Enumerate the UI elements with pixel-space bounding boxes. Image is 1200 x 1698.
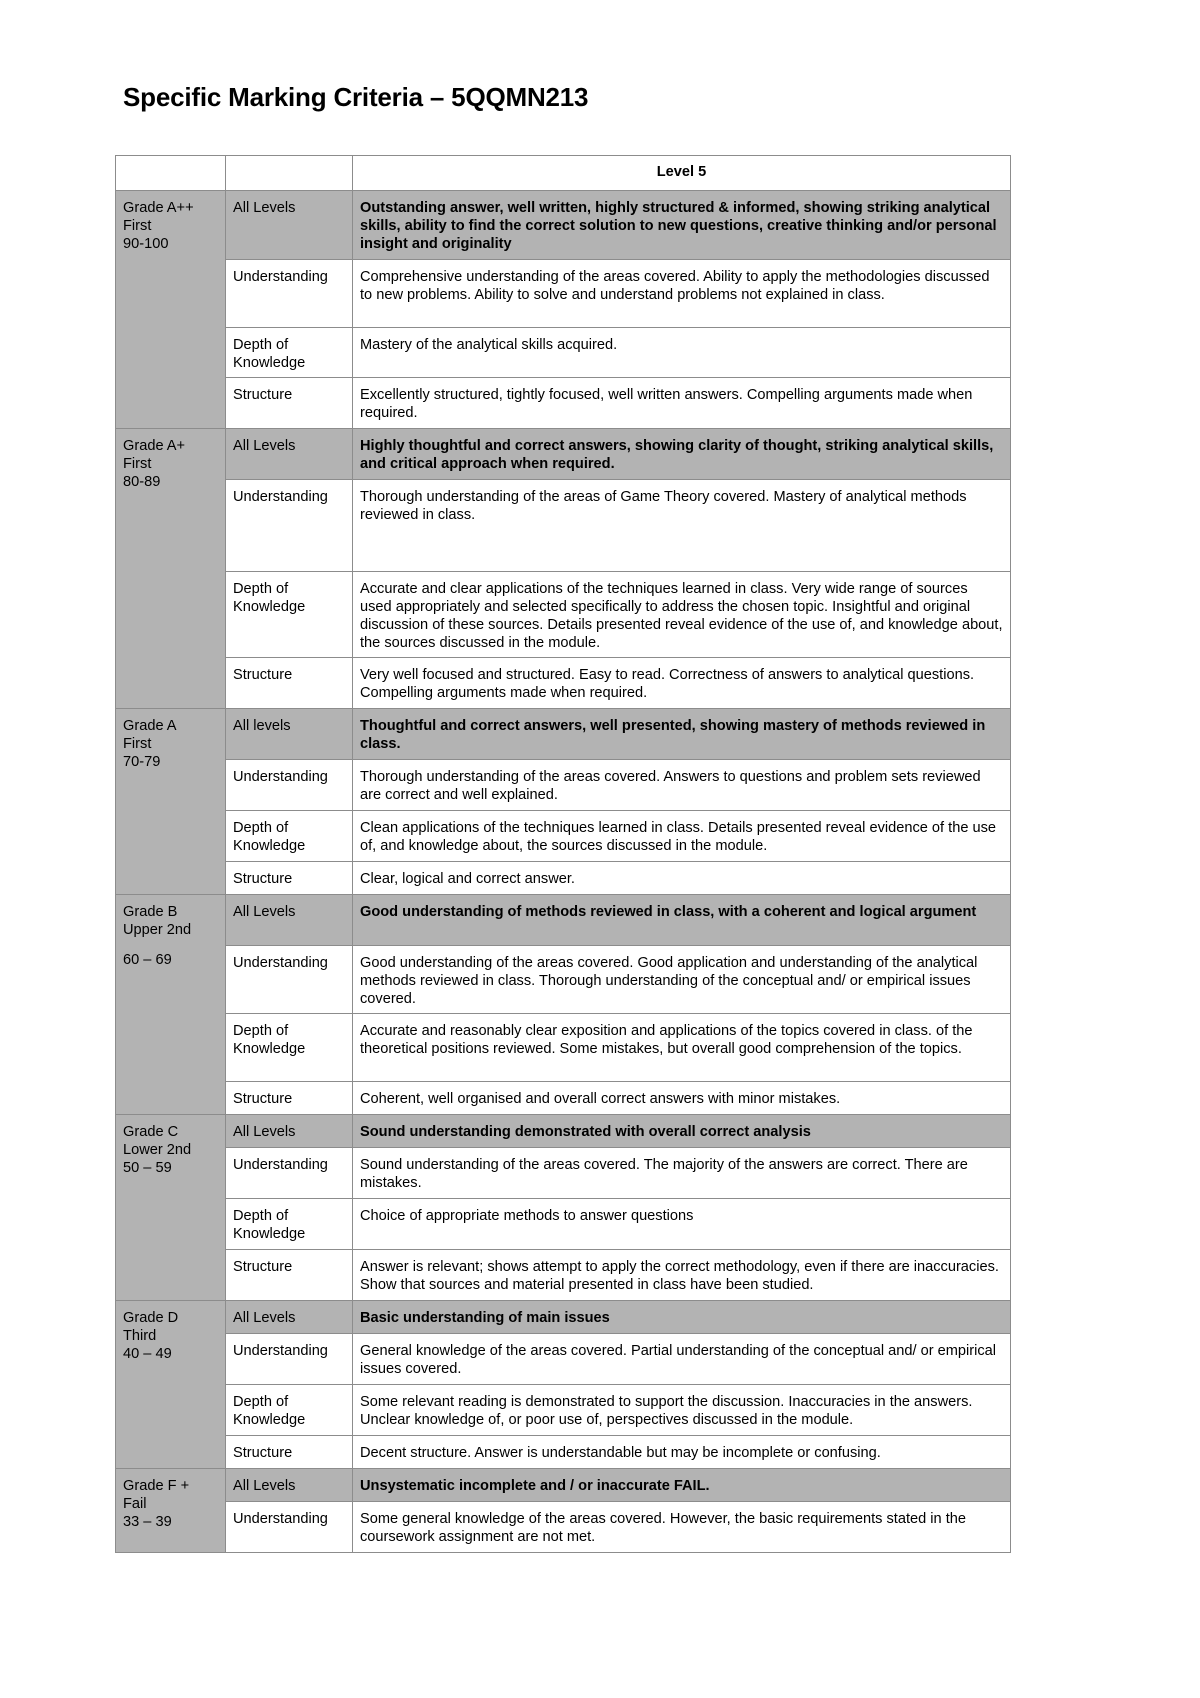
criteria-row <box>116 1250 1011 1301</box>
criteria-description: Excellently structured, tightly focused, well written answers. Compelling arguments made when required. <box>353 378 1011 429</box>
aspect-label: All Levels <box>226 1115 353 1148</box>
criteria-description: Accurate and reasonably clear exposition and applications of the topics covered in class. of the theoretical positions reviewed. Some mistakes, but overall good comprehension of the topics. <box>353 1014 1011 1082</box>
criteria-row <box>116 260 1011 328</box>
aspect-label: Understanding <box>226 260 353 328</box>
grade-name: Grade A+ <box>123 438 186 454</box>
aspect-label: All levels <box>226 709 353 760</box>
grade-cell <box>116 1301 226 1469</box>
aspect-label: Understanding <box>226 1148 353 1199</box>
criteria-description: Comprehensive understanding of the areas covered. Ability to apply the methodologies discussed to new problems. Ability to solve and understand problems not explained in class. <box>353 260 1011 328</box>
criteria-row <box>116 895 1011 946</box>
grade-cell <box>116 1469 226 1553</box>
grade-range: 80-89 <box>123 474 161 490</box>
criteria-description: Some relevant reading is demonstrated to support the discussion. Inaccuracies in the answers. Unclear knowledge of, or poor use of, perspectives discussed in the module. <box>353 1385 1011 1436</box>
aspect-label: Depth of Knowledge <box>226 1385 353 1436</box>
criteria-row <box>116 1148 1011 1199</box>
grade-cell <box>116 1115 226 1301</box>
aspect-label: All Levels <box>226 1301 353 1334</box>
header-aspect-cell <box>226 156 353 191</box>
criteria-description: Clean applications of the techniques learned in class. Details presented reveal evidence of the use of, and knowledge about, the sources discussed in the module. <box>353 811 1011 862</box>
criteria-summary: Highly thoughtful and correct answers, showing clarity of thought, striking analytical skills, and critical approach when required. <box>353 429 1011 480</box>
criteria-summary: Basic understanding of main issues <box>353 1301 1011 1334</box>
criteria-row <box>116 1502 1011 1553</box>
criteria-row <box>116 1115 1011 1148</box>
aspect-label: Understanding <box>226 1502 353 1553</box>
aspect-label: Structure <box>226 1250 353 1301</box>
criteria-summary: Good understanding of methods reviewed in class, with a coherent and logical argument <box>353 895 1011 946</box>
criteria-row <box>116 1385 1011 1436</box>
criteria-row <box>116 946 1011 1014</box>
aspect-label: Depth of Knowledge <box>226 328 353 378</box>
criteria-description: Accurate and clear applications of the techniques learned in class. Very wide range of sources used appropriately and selected specifically to address the chosen topic. Insightful and original discussion of these sources. Details presented reveal evidence of the use of, and knowledge about, the sources discussed in the module. <box>353 572 1011 658</box>
grade-cell <box>116 709 226 895</box>
criteria-description: Very well focused and structured. Easy to read. Correctness of answers to analytical questions. Compelling arguments made when required. <box>353 658 1011 709</box>
header-row <box>116 156 1011 191</box>
criteria-description: Good understanding of the areas covered. Good application and understanding of the analytical methods reviewed in class. Thorough understanding of the conceptual and/ or empirical issues covered. <box>353 946 1011 1014</box>
criteria-summary: Unsystematic incomplete and / or inaccurate FAIL. <box>353 1469 1011 1502</box>
grade-classification: Third <box>123 1328 157 1344</box>
grade-name: Grade C <box>123 1124 179 1140</box>
criteria-row <box>116 658 1011 709</box>
criteria-description: Choice of appropriate methods to answer questions <box>353 1199 1011 1250</box>
grade-classification: First <box>123 218 152 234</box>
criteria-row <box>116 191 1011 260</box>
grade-classification: Lower 2nd <box>123 1142 192 1158</box>
aspect-label: Structure <box>226 862 353 895</box>
criteria-description: Thorough understanding of the areas covered. Answers to questions and problem sets reviewed are correct and well explained. <box>353 760 1011 811</box>
aspect-label: Depth of Knowledge <box>226 1199 353 1250</box>
grade-name: Grade B <box>123 904 178 920</box>
aspect-label: Structure <box>226 1436 353 1469</box>
grade-range: 33 – 39 <box>123 1514 172 1530</box>
grade-cell <box>116 429 226 709</box>
criteria-row <box>116 1436 1011 1469</box>
aspect-label: Depth of Knowledge <box>226 572 353 658</box>
criteria-description: Mastery of the analytical skills acquired. <box>353 328 1011 378</box>
grade-cell <box>116 895 226 1115</box>
criteria-row <box>116 328 1011 378</box>
aspect-label: All Levels <box>226 895 353 946</box>
criteria-description: Decent structure. Answer is understandable but may be incomplete or confusing. <box>353 1436 1011 1469</box>
criteria-row <box>116 1014 1011 1082</box>
aspect-label: All Levels <box>226 1469 353 1502</box>
criteria-row <box>116 1469 1011 1502</box>
criteria-row <box>116 709 1011 760</box>
grade-name: Grade F + <box>123 1478 190 1494</box>
grade-range: 90-100 <box>123 236 169 252</box>
grade-name: Grade A++ <box>123 200 194 216</box>
page-title: Specific Marking Criteria – 5QQMN213 <box>123 82 589 112</box>
grade-classification: First <box>123 456 152 472</box>
header-grade-cell <box>116 156 226 191</box>
criteria-summary: Sound understanding demonstrated with overall correct analysis <box>353 1115 1011 1148</box>
aspect-label: Depth of Knowledge <box>226 811 353 862</box>
aspect-label: Structure <box>226 658 353 709</box>
criteria-row <box>116 1301 1011 1334</box>
criteria-row <box>116 760 1011 811</box>
grade-classification: Fail <box>123 1496 147 1512</box>
criteria-description: General knowledge of the areas covered. Partial understanding of the conceptual and/ or empirical issues covered. <box>353 1334 1011 1385</box>
grade-range: 50 – 59 <box>123 1160 172 1176</box>
grade-cell <box>116 191 226 429</box>
aspect-label: Depth of Knowledge <box>226 1014 353 1082</box>
aspect-label: Understanding <box>226 946 353 1014</box>
criteria-row <box>116 1334 1011 1385</box>
criteria-row <box>116 1199 1011 1250</box>
criteria-description: Answer is relevant; shows attempt to apply the correct methodology, even if there are inaccuracies. Show that sources and material presented in class have been studied. <box>353 1250 1011 1301</box>
criteria-row <box>116 378 1011 429</box>
criteria-description: Coherent, well organised and overall correct answers with minor mistakes. <box>353 1082 1011 1115</box>
grade-name: Grade A <box>123 718 177 734</box>
criteria-description: Some general knowledge of the areas covered. However, the basic requirements stated in the coursework assignment are not met. <box>353 1502 1011 1553</box>
criteria-summary: Outstanding answer, well written, highly structured & informed, showing striking analytical skills, ability to find the correct solution to new questions, creative thinking and/or personal insight and originality <box>353 191 1011 260</box>
criteria-row <box>116 1082 1011 1115</box>
criteria-row <box>116 429 1011 480</box>
header-level: Level 5 <box>353 156 1011 191</box>
aspect-label: Understanding <box>226 1334 353 1385</box>
marking-criteria-table <box>115 155 1011 1553</box>
criteria-row <box>116 480 1011 572</box>
criteria-description: Sound understanding of the areas covered. The majority of the answers are correct. There are mistakes. <box>353 1148 1011 1199</box>
criteria-body <box>116 191 1011 1553</box>
grade-range: 60 – 69 <box>123 952 172 968</box>
grade-range: 40 – 49 <box>123 1346 172 1362</box>
criteria-row <box>116 811 1011 862</box>
aspect-label: Understanding <box>226 480 353 572</box>
aspect-label: Understanding <box>226 760 353 811</box>
grade-classification: Upper 2nd <box>123 922 192 938</box>
criteria-summary: Thoughtful and correct answers, well presented, showing mastery of methods reviewed in class. <box>353 709 1011 760</box>
aspect-label: All Levels <box>226 429 353 480</box>
criteria-row <box>116 862 1011 895</box>
grade-classification: First <box>123 736 152 752</box>
aspect-label: Structure <box>226 1082 353 1115</box>
aspect-label: Structure <box>226 378 353 429</box>
grade-range: 70-79 <box>123 754 161 770</box>
aspect-label: All Levels <box>226 191 353 260</box>
grade-name: Grade D <box>123 1310 179 1326</box>
criteria-row <box>116 572 1011 658</box>
criteria-description: Thorough understanding of the areas of Game Theory covered. Mastery of analytical methods reviewed in class. <box>353 480 1011 572</box>
criteria-description: Clear, logical and correct answer. <box>353 862 1011 895</box>
